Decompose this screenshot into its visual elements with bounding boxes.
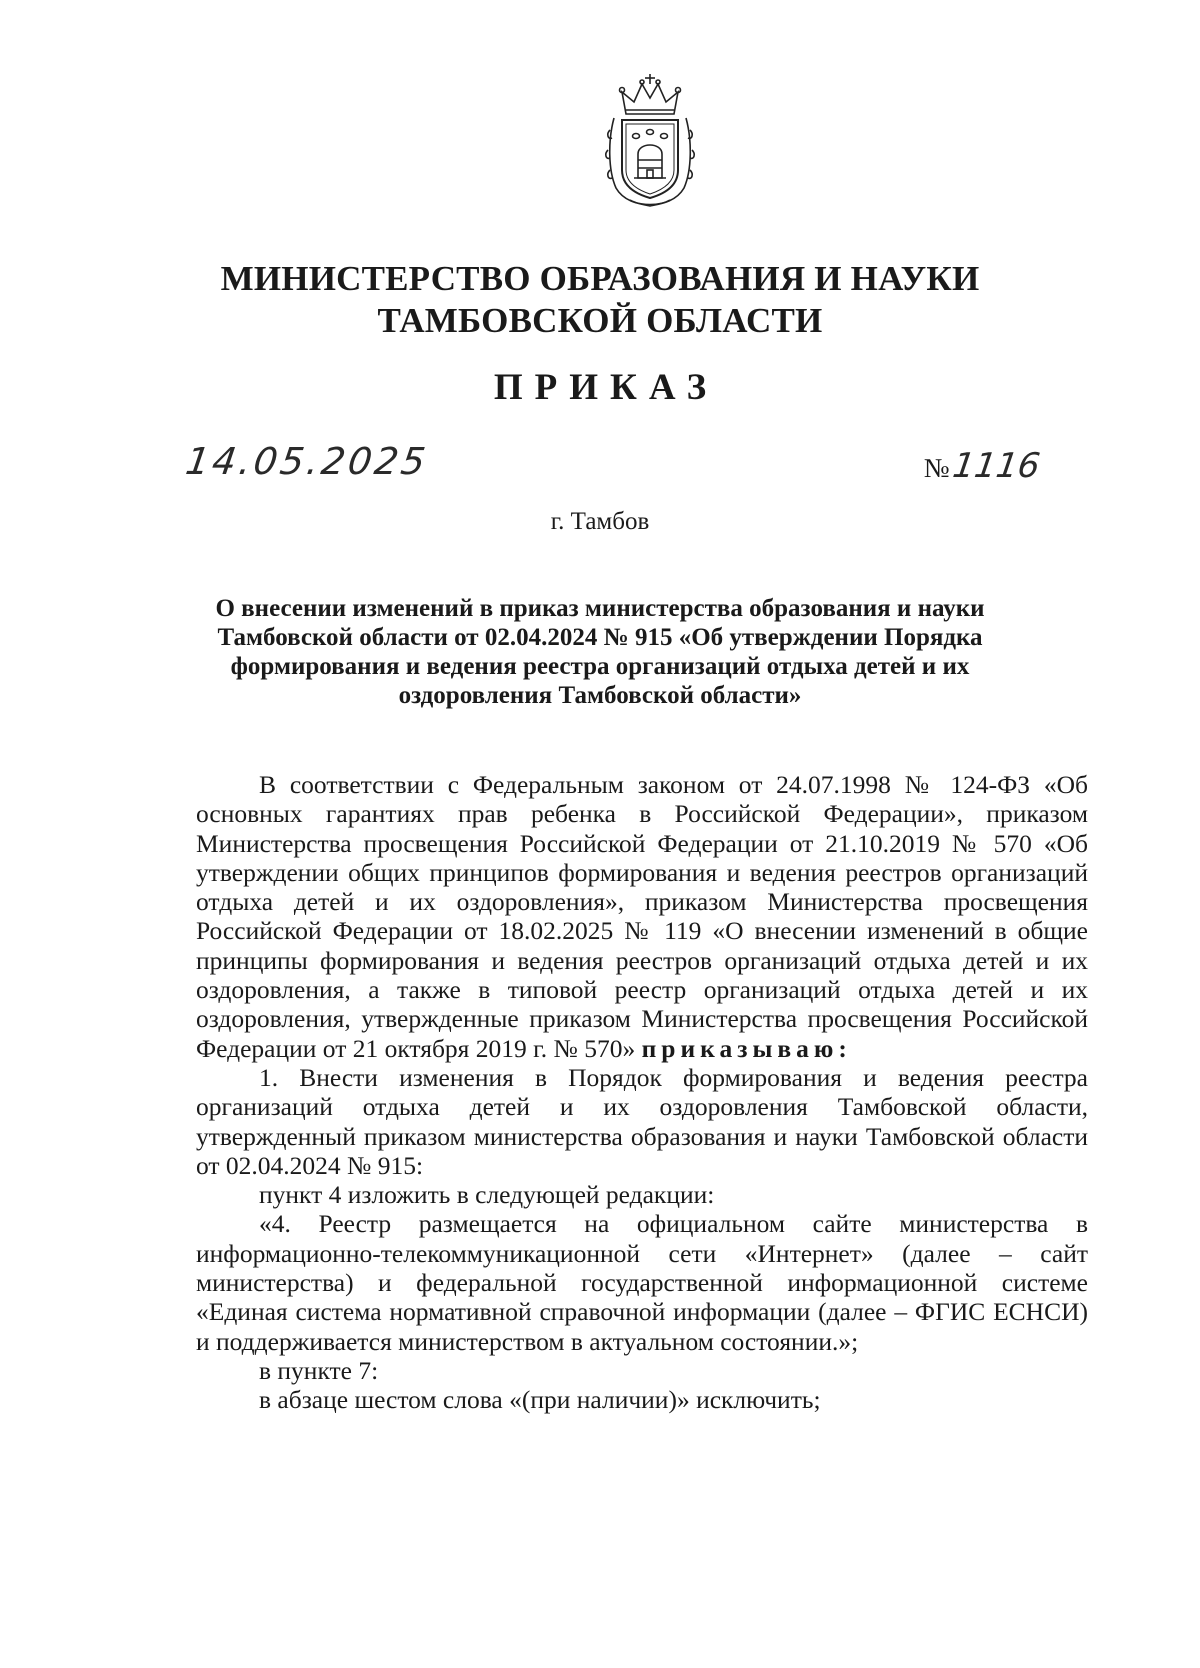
title-line: Тамбовской области от 02.04.2024 № 915 «Об утверждении Порядка — [217, 624, 983, 651]
title-line: оздоровления Тамбовской области» — [398, 682, 802, 709]
ministry-name — [0, 258, 1200, 342]
preamble-end: № 570» — [553, 1033, 636, 1063]
order-colon: : — [838, 1033, 852, 1063]
document-body — [196, 770, 1088, 1415]
preamble-text: В соответствии с Федеральным законом от 24.07.1998 № 124-ФЗ «Об основных гарантиях прав ребенка в Российской Федерации», приказом Министерства просвещения Российской Федерации от 21.10.2019 № 570 «Об утверждении общих принципов формирования и ведения реестров организаций отдыха детей и их оздоровления», приказом Министерства просвещения Российской Федерации от 18.02.2025 № 119 «О внесении изменений в общие принципы формирования и ведения реестров организаций отдыха детей и их оздоровления, а также в типовой реестр организаций отдыха детей и их оздоровления, утвержденные приказом Министерства просвещения Российской Федерации от 21 октября 2019 г. — [196, 770, 1088, 1063]
document-type: ПРИКАЗ — [493, 367, 719, 408]
document-date: 14.05.2025 — [182, 440, 431, 483]
item-1-quote-paragraph: «4. Реестр размещается на официальном сайте министерства в информационно-телекоммуникационной сети «Интернет» (далее – сайт министерства) и федеральной государственной информационной системе «Единая система нормативной справочной информации (далее – ФГИС ЕСНСИ) и поддерживается министерством в актуальном состоянии.»; — [196, 1209, 1088, 1356]
ministry-name-line1: МИНИСТЕРСТВО ОБРАЗОВАНИЯ И НАУКИ — [220, 259, 980, 298]
item-1-subparagraph: в абзаце шестом слова «(при наличии)» исключить; — [259, 1385, 821, 1415]
tambov-coat-of-arms-icon — [604, 70, 696, 210]
preamble-paragraph — [196, 770, 1088, 1063]
document-title — [140, 594, 1060, 710]
document-number — [923, 446, 1043, 486]
order-word: приказываю — [641, 1033, 839, 1063]
item-1-subparagraph: пункт 4 изложить в следующей редакции: — [259, 1180, 715, 1210]
title-line: О внесении изменений в приказ министерства образования и науки — [215, 595, 985, 622]
item-1-paragraph: 1. Внести изменения в Порядок формирования и ведения реестра организаций отдыха детей и их оздоровления Тамбовской области, утвержденный приказом министерства образования и науки Тамбовской области от 02.04.2024 № 915: — [196, 1062, 1088, 1180]
city: г. Тамбов — [550, 508, 650, 535]
number-value: 1116 — [950, 446, 1043, 486]
title-line: формирования и ведения реестра организаций отдыха детей и их — [230, 653, 970, 680]
number-sign: № — [923, 453, 950, 483]
ministry-name-line2: ТАМБОВСКОЙ ОБЛАСТИ — [377, 301, 823, 340]
item-1-subparagraph: в пункте 7: — [259, 1355, 379, 1385]
